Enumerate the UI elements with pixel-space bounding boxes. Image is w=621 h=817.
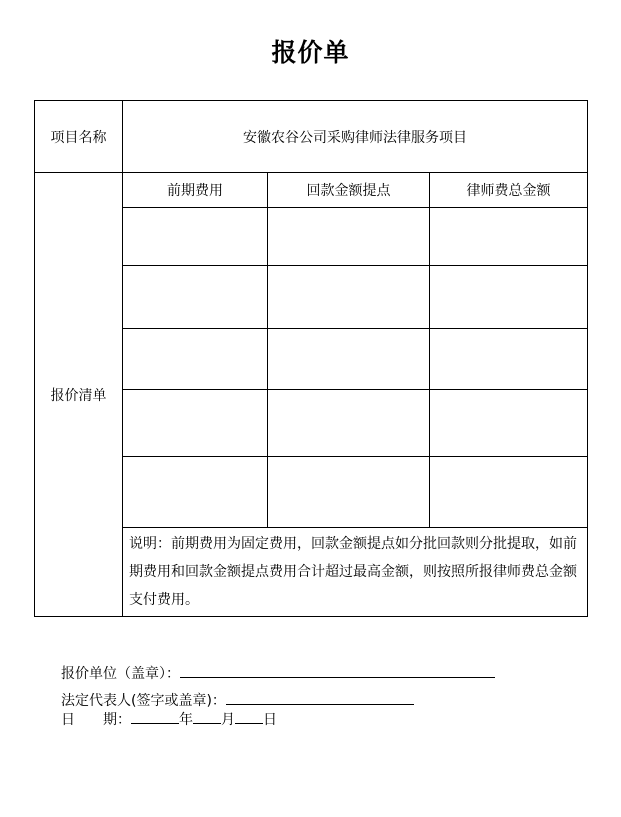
quoting-unit-label: 报价单位（盖章）：	[61, 666, 180, 682]
table-cell[interactable]	[123, 266, 268, 329]
project-name-label: 项目名称	[35, 101, 123, 173]
month-label: 月	[221, 712, 235, 728]
legal-rep-label: 法定代表人(签字或盖章)：	[61, 693, 226, 709]
legal-rep-blank[interactable]	[226, 690, 414, 705]
year-blank[interactable]	[131, 709, 179, 724]
table-cell[interactable]	[268, 457, 430, 528]
legal-rep-line	[61, 690, 414, 710]
table-cell[interactable]	[123, 457, 268, 528]
table-cell[interactable]	[123, 390, 268, 457]
column-header-recovery-commission: 回款金额提点	[268, 173, 430, 208]
date-line	[61, 709, 277, 729]
quote-list-label: 报价清单	[35, 173, 123, 617]
column-header-upfront-fee: 前期费用	[123, 173, 268, 208]
table-cell[interactable]	[430, 329, 588, 390]
table-cell[interactable]	[123, 208, 268, 266]
page-title: 报价单	[271, 38, 350, 67]
table-cell[interactable]	[268, 266, 430, 329]
table-cell[interactable]	[123, 329, 268, 390]
table-cell[interactable]	[430, 208, 588, 266]
month-blank[interactable]	[193, 709, 221, 724]
table-cell[interactable]	[430, 390, 588, 457]
table-cell[interactable]	[268, 329, 430, 390]
quoting-unit-line	[61, 663, 495, 683]
project-name-value: 安徽农谷公司采购律师法律服务项目	[123, 101, 588, 173]
quote-table	[34, 100, 588, 617]
day-blank[interactable]	[235, 709, 263, 724]
table-cell[interactable]	[430, 266, 588, 329]
column-header-total-fee: 律师费总金额	[430, 173, 588, 208]
table-cell[interactable]	[268, 208, 430, 266]
year-label: 年	[179, 712, 193, 728]
date-label: 日 期：	[61, 712, 131, 728]
day-label: 日	[263, 712, 277, 728]
table-cell[interactable]	[268, 390, 430, 457]
fee-note: 说明：前期费用为固定费用，回款金额提点如分批回款则分批提取，如前期费用和回款金额提点费用合计超过最高金额，则按照所报律师费总金额支付费用。	[123, 528, 588, 617]
table-cell[interactable]	[430, 457, 588, 528]
quoting-unit-blank[interactable]	[180, 663, 495, 678]
